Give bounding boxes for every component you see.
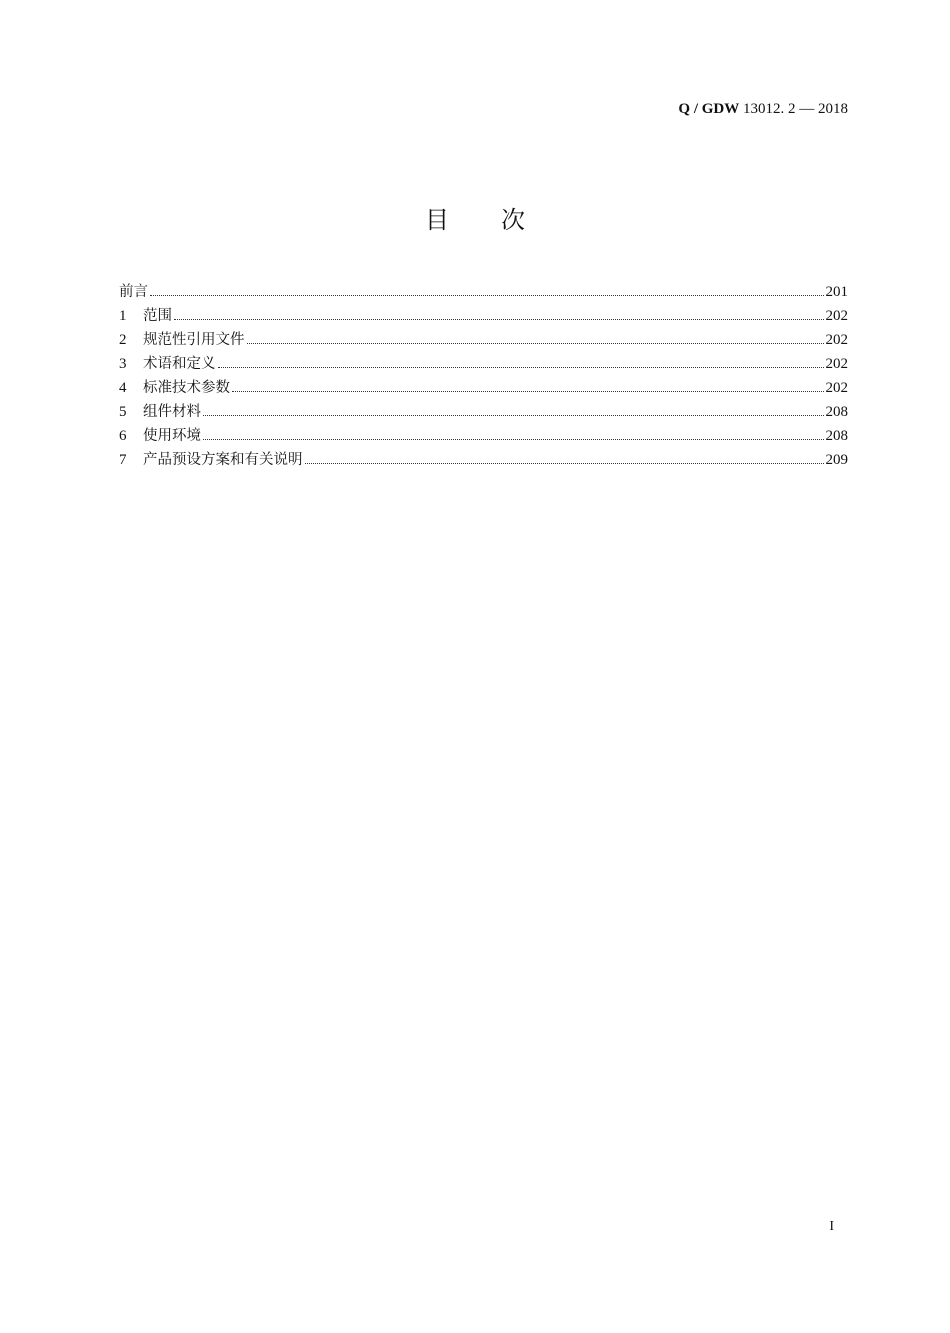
toc-entry-label: 规范性引用文件	[143, 332, 245, 348]
standard-code-prefix: Q / GDW	[678, 101, 740, 117]
standard-code	[678, 101, 848, 118]
toc-entry-2[interactable]	[119, 328, 848, 352]
page-title-char-1: 目	[425, 206, 449, 234]
table-of-contents	[119, 280, 848, 472]
toc-entry-number: 4	[119, 380, 127, 396]
toc-entry-4[interactable]	[119, 376, 848, 400]
toc-entry-label: 组件材料	[143, 404, 201, 420]
toc-entry-number: 5	[119, 404, 127, 420]
toc-entry-label: 术语和定义	[143, 356, 216, 372]
toc-entry-foreword[interactable]	[119, 280, 848, 304]
standard-code-number: 13012. 2 — 2018	[743, 101, 848, 117]
toc-entry-page: 201	[825, 284, 848, 300]
toc-entry-7[interactable]	[119, 448, 848, 472]
toc-entry-number: 3	[119, 356, 127, 372]
page-title	[0, 200, 950, 235]
toc-entry-label: 使用环境	[143, 428, 201, 444]
toc-entry-label: 产品预设方案和有关说明	[143, 452, 303, 468]
toc-entry-number: 7	[119, 452, 127, 468]
page-title-char-2: 次	[501, 206, 525, 234]
toc-entry-5[interactable]	[119, 400, 848, 424]
toc-entry-page: 202	[825, 308, 848, 324]
toc-dot-leader	[150, 294, 824, 296]
toc-entry-label: 标准技术参数	[143, 380, 230, 396]
toc-entry-1[interactable]	[119, 304, 848, 328]
toc-entry-page: 202	[825, 356, 848, 372]
page-number: I	[829, 1219, 834, 1234]
toc-entry-6[interactable]	[119, 424, 848, 448]
toc-dot-leader	[247, 342, 824, 344]
toc-dot-leader	[203, 438, 824, 440]
toc-entry-page: 208	[825, 428, 848, 444]
toc-entry-page: 209	[825, 452, 848, 468]
toc-entry-page: 202	[825, 332, 848, 348]
toc-entry-number: 2	[119, 332, 127, 348]
toc-dot-leader	[203, 414, 824, 416]
toc-entry-number: 1	[119, 308, 127, 324]
toc-dot-leader	[174, 318, 824, 320]
toc-dot-leader	[305, 462, 824, 464]
toc-entry-label: 范围	[143, 308, 172, 324]
toc-entry-page: 208	[825, 404, 848, 420]
toc-entry-label: 前言	[119, 284, 148, 300]
toc-entry-number: 6	[119, 428, 127, 444]
toc-entry-3[interactable]	[119, 352, 848, 376]
toc-dot-leader	[232, 390, 824, 392]
toc-entry-page: 202	[825, 380, 848, 396]
toc-dot-leader	[218, 366, 824, 368]
